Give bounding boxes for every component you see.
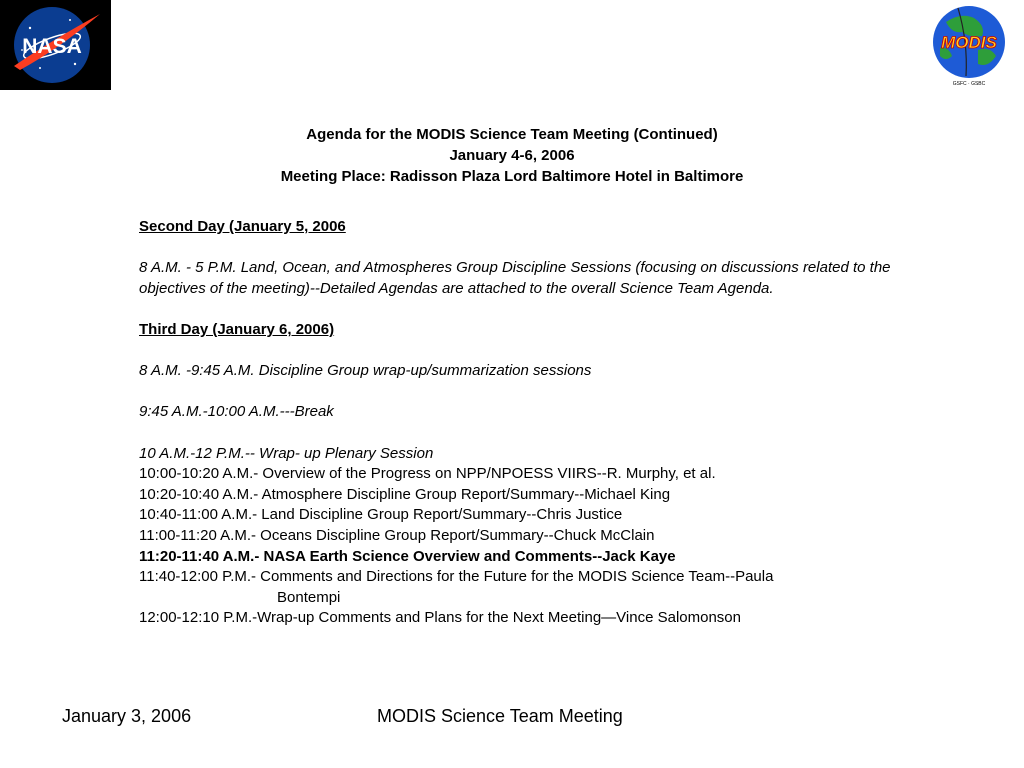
nasa-logo [0,0,111,90]
day3-wrapup-session: 8 A.M. -9:45 A.M. Discipline Group wrap-up/summarization sessions [139,362,592,380]
modis-logo [926,2,1012,88]
page-title: Agenda for the MODIS Science Team Meeting (Continued) [306,126,718,143]
day3-break: 9:45 A.M.-10:00 A.M.---Break [139,403,334,421]
agenda-item: 10:00-10:20 A.M.- Overview of the Progress on NPP/NPOESS VIIRS--R. Murphy, et al. [139,465,716,483]
footer-title: MODIS Science Team Meeting [377,706,623,726]
agenda-item: 11:40-12:00 P.M.- Comments and Directions for the Future for the MODIS Science Team--Paula [139,568,774,586]
modis-ring-text: GSFC · GSBC [952,81,986,87]
agenda-item: 10:40-11:00 A.M.- Land Discipline Group Report/Summary--Chris Justice [139,506,623,524]
modis-logo-text: MODIS [941,33,997,52]
day2-heading: Second Day (January 5, 2006 [139,218,346,235]
day3-plenary: 10 A.M.-12 P.M.-- Wrap- up Plenary Session [139,444,434,462]
agenda-item-continuation: Bontempi [277,588,341,606]
meeting-place: Meeting Place: Radisson Plaza Lord Baltimore Hotel in Baltimore [280,168,744,185]
day2-session: 8 A.M. - 5 P.M. Land, Ocean, and Atmospheres Group Discipline Sessions (focusing on discussions related to the objectives of the meeting)--Detailed Agendas are attached to the overall Science Team Agenda. [139,259,891,297]
agenda-item: 12:00-12:10 P.M.-Wrap-up Comments and Plans for the Next Meeting—Vince Salomonson [139,609,741,627]
agenda-item: 11:00-11:20 A.M.- Oceans Discipline Group Report/Summary--Chuck McClain [139,526,655,544]
agenda-body [139,217,914,629]
nasa-logo-text: NASA [22,35,82,58]
agenda-header [0,124,1024,187]
meeting-dates: January 4-6, 2006 [449,147,575,164]
agenda-item-highlighted: 11:20-11:40 A.M.- NASA Earth Science Overview and Comments--Jack Kaye [139,547,676,565]
footer-date: January 3, 2006 [62,706,192,726]
day3-heading: Third Day (January 6, 2006) [139,320,335,338]
agenda-item: 10:20-10:40 A.M.- Atmosphere Discipline Group Report/Summary--Michael King [139,485,671,503]
